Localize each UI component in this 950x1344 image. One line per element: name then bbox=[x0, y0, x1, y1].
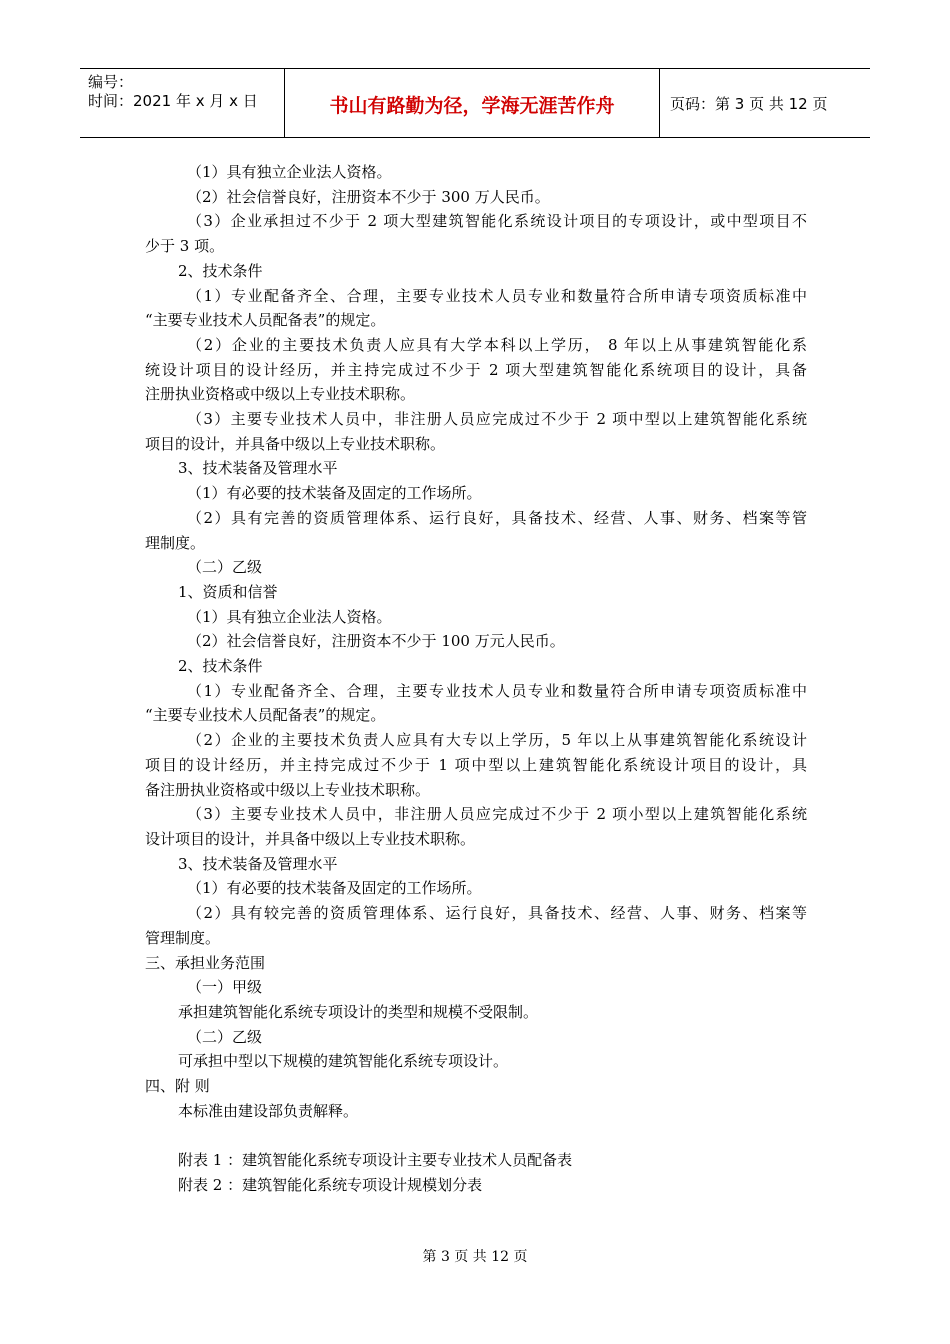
body-line: （1）具有独立企业法人资格。 bbox=[187, 163, 392, 181]
section-heading: （二）乙级 bbox=[187, 558, 263, 577]
body-line: （1）专业配备齐全、合理，主要专业技术人员专业和数量符合所申请专项资质标准中 bbox=[187, 681, 807, 700]
body-line: 承担建筑智能化系统专项设计的类型和规模不受限制。 bbox=[178, 1002, 539, 1021]
body-line: （3）主要专业技术人员中，非注册人员应完成过不少于 2 项中型以上建筑智能化系统 bbox=[187, 410, 807, 429]
body-line: 可承担中型以下规模的建筑智能化系统专项设计。 bbox=[178, 1052, 509, 1071]
chapter-heading: 四、附 则 bbox=[145, 1077, 210, 1096]
blank-line bbox=[145, 1123, 807, 1148]
body-line: 项目的设计经历，并主持完成过不少于 1 项中型以上建筑智能化系统设计项目的设计，具 bbox=[145, 755, 807, 774]
section-heading: 2、技术条件 bbox=[178, 657, 263, 676]
body-line: “主要专业技术人员配备表”的规定。 bbox=[145, 706, 386, 725]
body-line: （2）具有完善的资质管理体系、运行良好，具备技术、经营、人事、财务、档案等管 bbox=[187, 508, 807, 527]
body-line: 本标准由建设部负责解释。 bbox=[178, 1101, 359, 1120]
body-line: 少于 3 项。 bbox=[145, 237, 225, 256]
body-line: （2）企业的主要技术负责人应具有大学本科以上学历， 8 年以上从事建筑智能化系 bbox=[187, 335, 807, 354]
section-heading: 2、技术条件 bbox=[178, 261, 263, 280]
header-page-info: 页码：第 3 页 共 12 页 bbox=[670, 95, 828, 113]
body-line: （1）有必要的技术装备及固定的工作场所。 bbox=[187, 879, 482, 898]
body-line: （1）专业配备齐全、合理，主要专业技术人员专业和数量符合所申请专项资质标准中 bbox=[187, 286, 807, 305]
document-body bbox=[145, 160, 807, 1198]
body-line: 项目的设计，并具备中级以上专业技术职称。 bbox=[145, 434, 446, 453]
body-line: （3）主要专业技术人员中，非注册人员应完成过不少于 2 项小型以上建筑智能化系统 bbox=[187, 805, 807, 824]
body-line: 注册执业资格或中级以上专业技术职称。 bbox=[145, 385, 416, 404]
header-motto: 书山有路勤为径，学海无涯苦作舟 bbox=[284, 69, 660, 137]
chapter-heading: 三、承担业务范围 bbox=[145, 953, 266, 972]
body-line: （2）企业的主要技术负责人应具有大专以上学历，5 年以上从事建筑智能化系统设计 bbox=[187, 731, 807, 750]
appendix-item: 附表 2 ：建筑智能化系统专项设计规模划分表 bbox=[178, 1175, 483, 1194]
body-line: （1）具有独立企业法人资格。 bbox=[187, 607, 392, 626]
body-line: （3）企业承担过不少于 2 项大型建筑智能化系统设计项目的专项设计，或中型项目不 bbox=[187, 212, 807, 231]
body-line: 设计项目的设计，并具备中级以上专业技术职称。 bbox=[145, 829, 476, 848]
header-number-label: 编号： bbox=[88, 73, 134, 91]
page-header bbox=[80, 68, 870, 138]
body-line: 管理制度。 bbox=[145, 928, 221, 947]
header-meta bbox=[80, 69, 284, 137]
body-line: （2）社会信誉良好，注册资本不少于 100 万元人民币。 bbox=[187, 632, 565, 651]
body-line: 备注册执业资格或中级以上专业技术职称。 bbox=[145, 780, 431, 799]
body-line: （1）有必要的技术装备及固定的工作场所。 bbox=[187, 484, 482, 503]
section-heading: 1、资质和信誉 bbox=[178, 582, 278, 601]
page-footer: 第 3 页 共 12 页 bbox=[422, 1249, 528, 1265]
section-heading: 3、技术装备及管理水平 bbox=[178, 459, 338, 478]
body-line: “主要专业技术人员配备表”的规定。 bbox=[145, 311, 386, 330]
section-heading: （二）乙级 bbox=[187, 1027, 263, 1046]
header-time-label: 时间：2021 年 x 月 x 日 bbox=[88, 92, 258, 110]
body-line: 统设计项目的设计经历，并主持完成过不少于 2 项大型建筑智能化系统项目的设计，具备 bbox=[145, 360, 807, 379]
appendix-item: 附表 1 ：建筑智能化系统专项设计主要专业技术人员配备表 bbox=[178, 1151, 573, 1170]
body-line: （2）具有较完善的资质管理体系、运行良好，具备技术、经营、人事、财务、档案等 bbox=[187, 904, 807, 923]
section-heading: （一）甲级 bbox=[187, 978, 263, 997]
body-line: 理制度。 bbox=[145, 533, 206, 552]
section-heading: 3、技术装备及管理水平 bbox=[178, 854, 338, 873]
body-line: （2）社会信誉良好，注册资本不少于 300 万人民币。 bbox=[187, 187, 550, 206]
